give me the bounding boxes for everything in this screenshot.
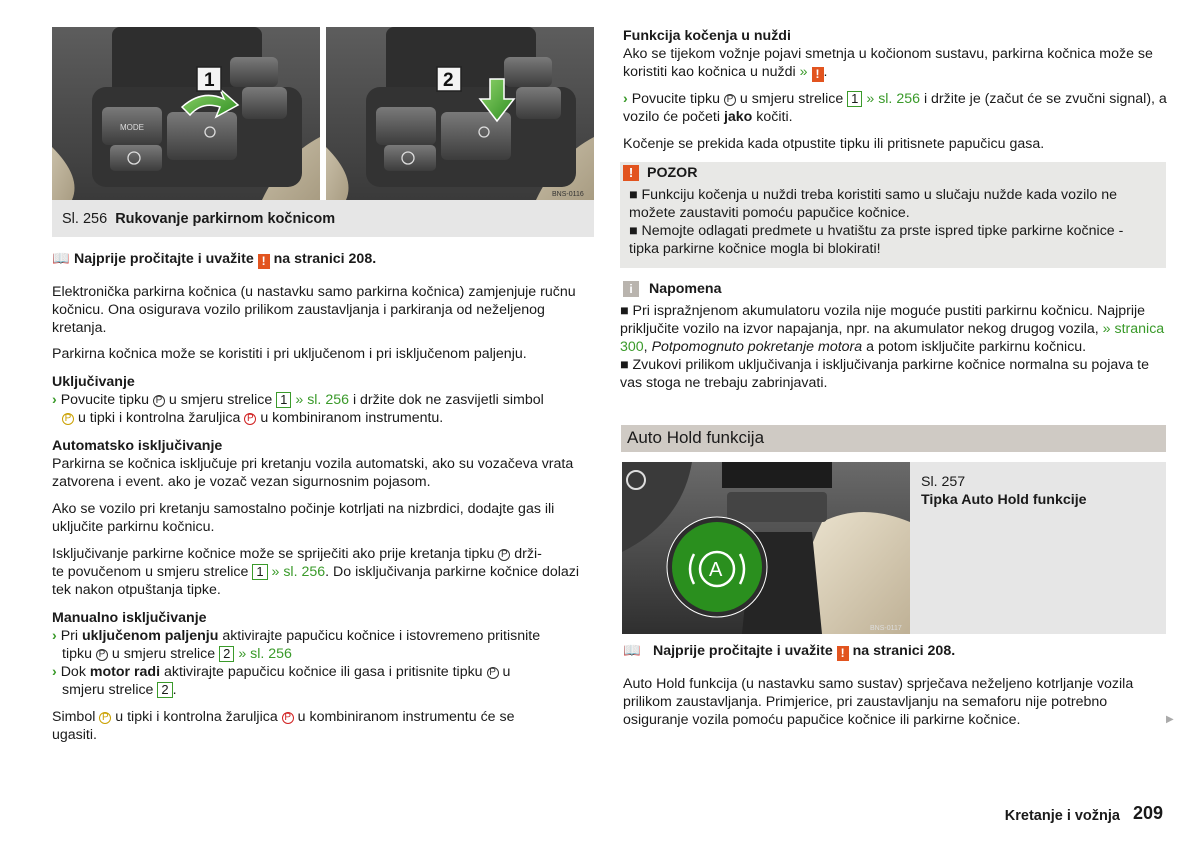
parking-brake-icon: P [498, 549, 510, 561]
step-manualno-2-cont: smjeru strelice 2 . [62, 682, 177, 698]
arrow-ref-2: 2 [157, 682, 172, 698]
figure-257-image [622, 462, 910, 634]
step-ukljucivanje-cont: P u tipki i kontrolna žaruljica P u kombiniranom instrumentu. [52, 409, 597, 427]
book-icon: 📖 [623, 643, 641, 659]
figure-256-caption [52, 200, 594, 237]
paragraph-emergency: Ako se tijekom vožnje pojavi smetnja u kočionom sustavu, parkirna kočnica može se koristiti kao kočnica u nuždi » ! . [623, 46, 1153, 81]
link-stranica-300[interactable]: » stranica 300 [620, 321, 1165, 355]
arrow-ref-2: 2 [219, 646, 234, 662]
parking-brake-illustration [52, 27, 594, 200]
continue-arrow-icon: ▶ [1166, 714, 1174, 725]
arrow-ref-1: 1 [252, 564, 267, 580]
parking-brake-icon: P [153, 395, 165, 407]
link-sl-256[interactable]: » sl. 256 [295, 392, 349, 408]
intro-paragraph: Elektronička parkirna kočnica (u nastavku samo parkirna kočnica) zamjenjuje ručnu kočnicu. Ona osigurava vozilo prilikom zaustavljanja i parkiranja od neželjenog kretanja. [52, 284, 576, 336]
paragraph-automatsko: Parkirna se kočnica isključuje pri kretanju vozila automatski, ako su vozačeva vrata zatvorena i event. ako je vozač vezan sigurnosnim pojasom. [52, 456, 574, 490]
warning-icon: ! [623, 165, 639, 181]
auto-hold-illustration [622, 462, 910, 634]
parking-brake-icon: P [724, 94, 736, 106]
parking-brake-yellow-icon: P [62, 413, 74, 425]
warning-icon: ! [258, 254, 270, 269]
parking-brake-icon: P [96, 649, 108, 661]
marker-1: 1 [204, 70, 215, 91]
step-emergency: › Povucite tipku P u smjeru strelice 1 » sl. 256 i držite je (začut će se zvučni signal), a vozilo će početi jako kočiti. [623, 91, 1167, 125]
page-number: 209 [1133, 803, 1164, 823]
parking-brake-red-icon: P [282, 712, 294, 724]
step-manualno-1-cont: tipku P u smjeru strelice 2 » sl. 256 [62, 646, 292, 662]
figure-code: BNS-0116 [552, 191, 584, 198]
auto-hold-icon: A [709, 559, 723, 581]
heading-automatsko: Automatsko isključivanje [52, 438, 223, 454]
arrow-ref-1: 1 [847, 91, 862, 107]
section-header-auto-hold: Auto Hold funkcija [621, 425, 1166, 452]
arrow-ref-1: 1 [276, 392, 291, 408]
step-manualno-2: › Dok motor radi aktivirajte papučicu kočnice ili gasa i pritisnite tipku P u [52, 664, 511, 680]
note-heading-row [620, 280, 1166, 298]
paragraph-ignition: Parkirna kočnica može se koristiti i pri uključenom i pri isključenom paljenju. [52, 346, 527, 362]
marker-2: 2 [443, 70, 454, 91]
figure-257-caption [910, 462, 1166, 634]
paragraph-braking-stop: Kočenje se prekida kada otpustite tipku ili pritisnete papučicu gasa. [623, 136, 1045, 152]
warning-box [620, 162, 1166, 268]
book-icon: 📖 [52, 251, 70, 267]
parking-brake-red-icon: P [244, 413, 256, 425]
note-item-1: ■ Pri ispražnjenom akumulatoru vozila nije moguće pustiti parkirnu kočnicu. Najprije priključite vozilo na izvor napajanja, npr. na akumulator nekog drugog vozila, » stranica 300, Potpomognuto pokretanje motora a potom isključite parkirnu kočnicu. [620, 303, 1165, 355]
figure-code: BNS-0117 [870, 625, 902, 632]
paragraph-downhill: Ako se vozilo pri kretanju samostalno počinje kotrljati na nizbrdici, dodajte gas ili uključite parkirnu kočnicu. [52, 501, 555, 535]
figure-256-image [52, 27, 594, 200]
heading-emergency-braking: Funkcija kočenja u nuždi [623, 28, 791, 44]
figure-title: Tipka Auto Hold funkcije [921, 492, 1087, 508]
paragraph-symbol-off: Simbol P u tipki i kontrolna žaruljica P u kombiniranom instrumentu će se ugasiti. [52, 709, 515, 743]
heading-manualno: Manualno isključivanje [52, 610, 207, 626]
figure-title: Rukovanje parkirnom kočnicom [115, 211, 336, 227]
parking-brake-yellow-icon: P [99, 712, 111, 724]
warning-heading: POZOR [647, 165, 698, 181]
read-first-notice: 📖 Najprije pročitajte i uvažite ! na stranici 208. [52, 251, 377, 268]
link-sl-256[interactable]: » sl. 256 [866, 91, 920, 107]
step-manualno-1: › Pri uključenom paljenju aktivirajte papučicu kočnice i istovremeno pritisnite [52, 628, 541, 644]
warning-icon: ! [812, 67, 824, 82]
paragraph-auto-hold: Auto Hold funkcija (u nastavku samo sustav) sprječava neželjeno kotrljanje vozila prilikom zaustavljanja. Primjerice, pri zaustavljanju na semaforu nije potrebno osiguranje vozila pomoću papučice kočnice ili parkirne kočnice. [623, 676, 1134, 728]
note-heading: Napomena [648, 281, 722, 297]
warning-item-2: ■ Nemojte odlagati predmete u hvatištu za prste ispred tipke parkirne kočnice - tipka parkirne kočnice mogla bi blokirati! [629, 223, 1124, 257]
warning-icon: ! [837, 646, 849, 661]
read-first-notice: 📖 Najprije pročitajte i uvažite ! na stranici 208. [623, 643, 956, 660]
warning-item-1: ■ Funkciju kočenja u nuždi treba koristiti samo u slučaju nužde kada vozilo ne možete zaustaviti pomoću papučice kočnice. [629, 187, 1118, 221]
chapter-title: Kretanje i vožnja [1004, 808, 1120, 824]
parking-brake-icon: P [487, 667, 499, 679]
note-item-2: ■ Zvukovi prilikom uključivanja i isključivanja parkirne kočnice normalna su pojava te vas stoga ne trebaju zabrinjavati. [620, 357, 1150, 391]
paragraph-prevent-release: Isključivanje parkirne kočnice može se spriječiti ako prije kretanja tipku P drži- te povučenom u smjeru strelice 1 » sl. 256. Do isključivanja parkirne kočnice dolazi tek nakon otpuštanja tipke. [52, 546, 580, 598]
link-sl-256[interactable]: » sl. 256 [238, 646, 292, 662]
step-ukljucivanje: › Povucite tipku P u smjeru strelice 1 » sl. 256 i držite dok ne zasvijetli simbol [52, 392, 544, 408]
heading-ukljucivanje: Uključivanje [52, 374, 135, 390]
link-sl-256[interactable]: » sl. 256 [271, 564, 326, 580]
figure-label: Sl. 256 [62, 211, 108, 227]
mode-button-label: MODE [120, 123, 144, 132]
figure-label: Sl. 257 [921, 474, 966, 490]
info-icon: i [623, 281, 639, 297]
